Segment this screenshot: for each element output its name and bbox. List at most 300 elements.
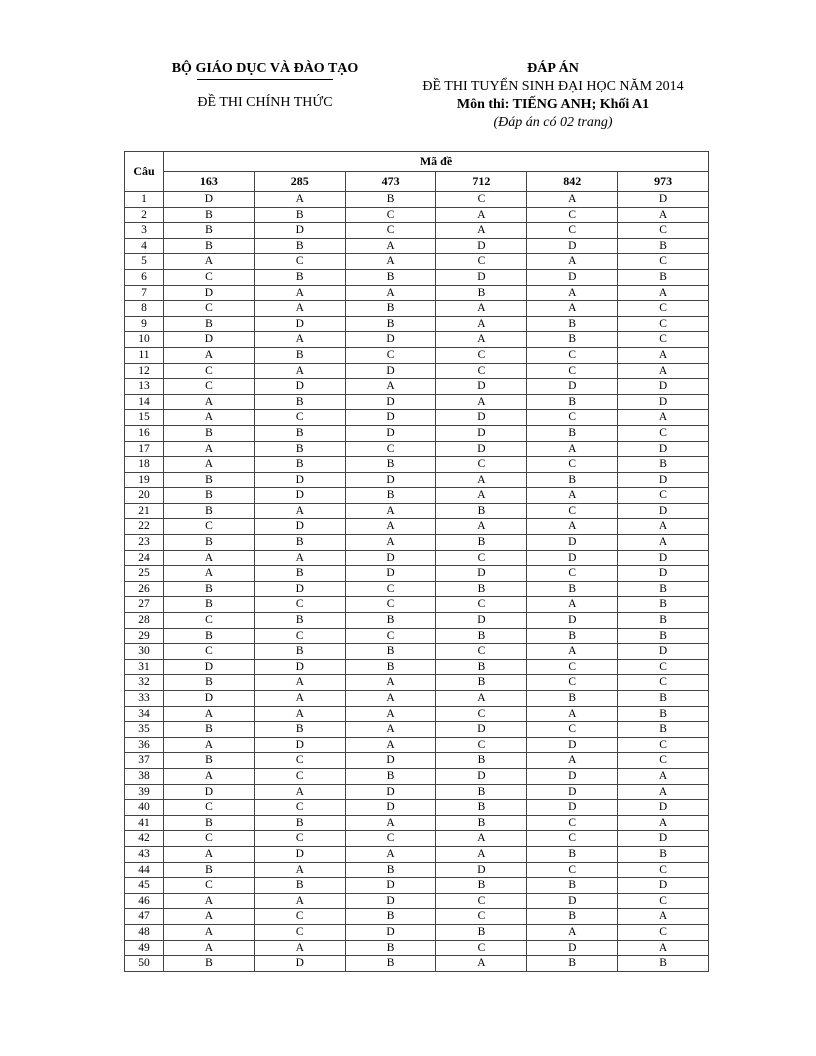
exam-code-842: 842 <box>527 172 618 192</box>
answer-cell: B <box>345 956 436 972</box>
answer-cell: C <box>618 316 709 332</box>
answer-cell: B <box>164 238 255 254</box>
question-number: 29 <box>125 628 164 644</box>
answer-cell: A <box>254 893 345 909</box>
answer-cell: D <box>254 956 345 972</box>
answer-cell: A <box>436 846 527 862</box>
answer-cell: D <box>527 768 618 784</box>
answer-cell: B <box>254 425 345 441</box>
table-row <box>125 753 709 769</box>
question-number: 33 <box>125 691 164 707</box>
question-number: 23 <box>125 535 164 551</box>
question-number: 41 <box>125 815 164 831</box>
answer-cell: A <box>527 706 618 722</box>
table-row <box>125 285 709 301</box>
question-number: 31 <box>125 659 164 675</box>
answer-cell: C <box>164 800 255 816</box>
answer-cell: C <box>254 800 345 816</box>
question-number: 46 <box>125 893 164 909</box>
answer-cell: A <box>254 550 345 566</box>
answer-cell: B <box>254 238 345 254</box>
question-number: 30 <box>125 644 164 660</box>
answer-cell: A <box>345 737 436 753</box>
answer-cell: D <box>254 581 345 597</box>
answer-cell: A <box>436 394 527 410</box>
answer-cell: C <box>527 457 618 473</box>
answer-cell: A <box>164 940 255 956</box>
answer-cell: A <box>254 862 345 878</box>
exam-code-712: 712 <box>436 172 527 192</box>
table-header-row <box>125 152 709 172</box>
answer-cell: C <box>618 753 709 769</box>
answer-cell: B <box>164 581 255 597</box>
answer-cell: A <box>254 192 345 208</box>
table-row <box>125 223 709 239</box>
answer-cell: A <box>527 753 618 769</box>
answer-cell: B <box>527 316 618 332</box>
answer-cell: A <box>254 940 345 956</box>
table-row <box>125 846 709 862</box>
answer-cell: C <box>436 706 527 722</box>
answer-cell: B <box>618 691 709 707</box>
table-row <box>125 363 709 379</box>
answer-cell: D <box>345 550 436 566</box>
answer-cell: A <box>164 254 255 270</box>
answer-cell: A <box>618 909 709 925</box>
table-row <box>125 379 709 395</box>
question-number: 24 <box>125 550 164 566</box>
answer-cell: B <box>527 581 618 597</box>
answer-cell: A <box>254 332 345 348</box>
answer-cell: A <box>527 488 618 504</box>
answer-cell: D <box>618 441 709 457</box>
answer-cell: D <box>527 269 618 285</box>
answer-cell: B <box>436 815 527 831</box>
table-row <box>125 207 709 223</box>
answer-cell: D <box>527 613 618 629</box>
table-row <box>125 254 709 270</box>
answer-cell: C <box>618 862 709 878</box>
answer-cell: C <box>164 519 255 535</box>
answer-cell: B <box>345 644 436 660</box>
answer-cell: B <box>527 425 618 441</box>
table-row <box>125 691 709 707</box>
answer-cell: D <box>618 394 709 410</box>
answer-cell: B <box>345 768 436 784</box>
question-number: 22 <box>125 519 164 535</box>
answer-cell: D <box>436 425 527 441</box>
answer-cell: A <box>164 394 255 410</box>
answer-cell: B <box>164 503 255 519</box>
answer-cell: D <box>436 441 527 457</box>
question-number: 7 <box>125 285 164 301</box>
table-row <box>125 815 709 831</box>
answer-cell: A <box>436 519 527 535</box>
answer-cell: D <box>527 535 618 551</box>
answer-cell: A <box>345 846 436 862</box>
answer-cell: D <box>527 784 618 800</box>
answer-cell: C <box>345 223 436 239</box>
question-number: 3 <box>125 223 164 239</box>
answer-cell: D <box>254 737 345 753</box>
answer-cell: B <box>436 753 527 769</box>
answer-cell: D <box>345 878 436 894</box>
table-row <box>125 613 709 629</box>
answer-cell: C <box>345 831 436 847</box>
header-left <box>130 60 400 112</box>
answer-cell: B <box>164 753 255 769</box>
answer-cell: B <box>436 628 527 644</box>
table-row <box>125 722 709 738</box>
answer-cell: D <box>436 269 527 285</box>
table-row <box>125 472 709 488</box>
answer-cell: C <box>618 425 709 441</box>
answer-cell: D <box>254 472 345 488</box>
answer-cell: C <box>345 581 436 597</box>
answer-cell: D <box>618 503 709 519</box>
answer-cell: C <box>345 441 436 457</box>
answer-cell: B <box>254 394 345 410</box>
answer-cell: D <box>527 893 618 909</box>
table-row <box>125 238 709 254</box>
answer-cell: A <box>345 675 436 691</box>
question-number: 10 <box>125 332 164 348</box>
table-row <box>125 940 709 956</box>
answer-cell: C <box>436 940 527 956</box>
answer-cell: A <box>618 768 709 784</box>
answer-cell: D <box>345 893 436 909</box>
question-number: 35 <box>125 722 164 738</box>
table-row <box>125 332 709 348</box>
answer-cell: A <box>436 316 527 332</box>
answer-cell: A <box>164 768 255 784</box>
answer-cell: C <box>436 192 527 208</box>
answer-cell: B <box>164 675 255 691</box>
answer-cell: C <box>164 379 255 395</box>
question-number: 37 <box>125 753 164 769</box>
answer-cell: B <box>527 472 618 488</box>
answer-cell: C <box>254 831 345 847</box>
answer-cell: D <box>345 332 436 348</box>
question-number: 43 <box>125 846 164 862</box>
exam-code-285: 285 <box>254 172 345 192</box>
answer-cell: A <box>254 691 345 707</box>
answer-cell: A <box>436 831 527 847</box>
question-number: 9 <box>125 316 164 332</box>
answer-cell: A <box>527 254 618 270</box>
answer-cell: B <box>436 503 527 519</box>
answer-cell: A <box>618 519 709 535</box>
answer-cell: C <box>527 223 618 239</box>
table-row <box>125 566 709 582</box>
answer-cell: B <box>254 613 345 629</box>
answer-cell: A <box>618 363 709 379</box>
exam-code-973: 973 <box>618 172 709 192</box>
answer-cell: D <box>254 659 345 675</box>
answer-cell: B <box>164 223 255 239</box>
answer-cell: C <box>254 628 345 644</box>
answer-cell: C <box>436 363 527 379</box>
exam-name: ĐỀ THI TUYỂN SINH ĐẠI HỌC NĂM 2014 <box>422 79 684 94</box>
answer-cell: D <box>618 644 709 660</box>
answer-cell: C <box>618 924 709 940</box>
answer-cell: C <box>527 862 618 878</box>
answer-cell: B <box>436 285 527 301</box>
page-count-note: (Đáp án có 02 trang) <box>493 115 613 130</box>
table-row <box>125 425 709 441</box>
exam-code-header: Mã đề <box>164 152 709 172</box>
answer-cell: B <box>345 909 436 925</box>
answer-cell: A <box>436 691 527 707</box>
answer-cell: C <box>164 613 255 629</box>
answer-table-body <box>125 192 709 972</box>
table-row <box>125 862 709 878</box>
answer-cell: D <box>345 566 436 582</box>
answer-cell: D <box>164 192 255 208</box>
table-row <box>125 457 709 473</box>
answer-cell: B <box>254 441 345 457</box>
answer-cell: B <box>436 659 527 675</box>
answer-cell: B <box>164 472 255 488</box>
answer-cell: B <box>254 457 345 473</box>
answer-cell: D <box>345 363 436 379</box>
answer-cell: A <box>345 722 436 738</box>
answer-cell: D <box>345 425 436 441</box>
answer-cell: B <box>164 207 255 223</box>
answer-cell: B <box>164 722 255 738</box>
answer-cell: D <box>618 472 709 488</box>
exam-codes-row <box>125 172 709 192</box>
answer-cell: A <box>164 846 255 862</box>
answer-cell: B <box>618 457 709 473</box>
answer-cell: D <box>164 285 255 301</box>
question-number: 16 <box>125 425 164 441</box>
answer-cell: C <box>527 347 618 363</box>
question-number: 12 <box>125 363 164 379</box>
question-number: 2 <box>125 207 164 223</box>
answer-cell: C <box>164 269 255 285</box>
answer-cell: B <box>618 613 709 629</box>
answer-cell: B <box>164 316 255 332</box>
answer-cell: A <box>618 940 709 956</box>
answer-cell: D <box>527 379 618 395</box>
question-number: 50 <box>125 956 164 972</box>
answer-cell: A <box>254 503 345 519</box>
answer-cell: D <box>436 722 527 738</box>
exam-code-473: 473 <box>345 172 436 192</box>
answer-cell: A <box>164 566 255 582</box>
table-row <box>125 581 709 597</box>
answer-cell: D <box>345 924 436 940</box>
answer-cell: A <box>618 535 709 551</box>
answer-cell: C <box>527 566 618 582</box>
answer-cell: D <box>345 394 436 410</box>
answer-cell: C <box>436 893 527 909</box>
answer-cell: D <box>436 379 527 395</box>
answer-cell: B <box>164 488 255 504</box>
table-row <box>125 831 709 847</box>
answer-cell: A <box>527 644 618 660</box>
answer-cell: B <box>527 332 618 348</box>
table-row <box>125 535 709 551</box>
answer-cell: A <box>164 347 255 363</box>
answer-cell: B <box>254 815 345 831</box>
answer-cell: A <box>436 332 527 348</box>
answer-cell: D <box>527 737 618 753</box>
answer-cell: D <box>527 238 618 254</box>
table-row <box>125 550 709 566</box>
answer-cell: C <box>618 488 709 504</box>
table-row <box>125 737 709 753</box>
answer-cell: C <box>618 675 709 691</box>
answer-cell: D <box>527 550 618 566</box>
answer-cell: B <box>618 706 709 722</box>
answer-cell: C <box>527 831 618 847</box>
question-number: 34 <box>125 706 164 722</box>
question-number: 27 <box>125 597 164 613</box>
answer-cell: B <box>527 909 618 925</box>
answer-cell: D <box>436 862 527 878</box>
answer-cell: C <box>164 878 255 894</box>
answer-cell: D <box>436 768 527 784</box>
answer-cell: D <box>254 223 345 239</box>
answer-cell: D <box>618 831 709 847</box>
answer-cell: A <box>345 285 436 301</box>
answer-cell: C <box>254 753 345 769</box>
question-number: 21 <box>125 503 164 519</box>
answer-cell: C <box>618 893 709 909</box>
answer-cell: D <box>618 192 709 208</box>
table-row <box>125 503 709 519</box>
answer-cell: B <box>254 878 345 894</box>
answer-cell: B <box>345 269 436 285</box>
answer-cell: A <box>345 519 436 535</box>
answer-cell: D <box>254 316 345 332</box>
answer-cell: A <box>345 815 436 831</box>
ministry-underline <box>197 79 333 80</box>
answer-cell: C <box>527 410 618 426</box>
answer-cell: B <box>345 192 436 208</box>
question-number: 17 <box>125 441 164 457</box>
answer-cell: C <box>527 363 618 379</box>
question-number: 15 <box>125 410 164 426</box>
exam-code-163: 163 <box>164 172 255 192</box>
answer-cell: C <box>254 924 345 940</box>
answer-cell: C <box>527 675 618 691</box>
question-number: 36 <box>125 737 164 753</box>
question-number: 1 <box>125 192 164 208</box>
answer-cell: B <box>527 878 618 894</box>
answer-cell: C <box>436 457 527 473</box>
question-number: 11 <box>125 347 164 363</box>
answer-cell: C <box>436 597 527 613</box>
answer-cell: D <box>618 878 709 894</box>
answer-cell: A <box>345 238 436 254</box>
answer-cell: B <box>254 644 345 660</box>
answer-cell: C <box>345 628 436 644</box>
answer-cell: A <box>436 301 527 317</box>
answer-cell: C <box>436 737 527 753</box>
answer-cell: C <box>618 254 709 270</box>
question-number: 8 <box>125 301 164 317</box>
answer-cell: B <box>436 800 527 816</box>
answer-cell: A <box>164 706 255 722</box>
answer-cell: C <box>618 737 709 753</box>
question-number: 5 <box>125 254 164 270</box>
answer-cell: A <box>527 924 618 940</box>
answer-cell: A <box>345 503 436 519</box>
table-row <box>125 878 709 894</box>
answer-cell: B <box>345 940 436 956</box>
answer-cell: D <box>254 379 345 395</box>
answer-cell: C <box>618 332 709 348</box>
question-number: 38 <box>125 768 164 784</box>
answer-cell: A <box>618 285 709 301</box>
table-row <box>125 441 709 457</box>
answer-cell: B <box>164 535 255 551</box>
answer-cell: B <box>618 581 709 597</box>
question-number: 13 <box>125 379 164 395</box>
answer-cell: C <box>527 815 618 831</box>
answer-cell: D <box>618 566 709 582</box>
question-number: 14 <box>125 394 164 410</box>
answer-cell: A <box>254 675 345 691</box>
answer-cell: D <box>254 846 345 862</box>
answer-cell: A <box>527 519 618 535</box>
table-row <box>125 909 709 925</box>
answer-cell: A <box>254 784 345 800</box>
table-row <box>125 893 709 909</box>
answer-cell: C <box>164 644 255 660</box>
question-number: 48 <box>125 924 164 940</box>
answer-cell: C <box>436 550 527 566</box>
answer-cell: A <box>164 737 255 753</box>
answer-cell: A <box>345 706 436 722</box>
answer-cell: A <box>618 410 709 426</box>
answer-cell: C <box>345 597 436 613</box>
answer-cell: A <box>345 379 436 395</box>
answer-cell: D <box>436 613 527 629</box>
question-number: 6 <box>125 269 164 285</box>
table-row <box>125 956 709 972</box>
question-number: 25 <box>125 566 164 582</box>
answer-cell: A <box>527 301 618 317</box>
answer-cell: B <box>345 457 436 473</box>
answer-cell: B <box>345 659 436 675</box>
answer-cell: B <box>436 675 527 691</box>
official-exam-label: ĐỀ THI CHÍNH THỨC <box>197 95 333 110</box>
table-row <box>125 706 709 722</box>
question-number: 4 <box>125 238 164 254</box>
answer-cell: B <box>254 207 345 223</box>
answer-cell: B <box>254 535 345 551</box>
answer-cell: B <box>345 301 436 317</box>
question-number: 47 <box>125 909 164 925</box>
answer-cell: A <box>345 535 436 551</box>
answer-cell: D <box>254 488 345 504</box>
answer-cell: B <box>254 269 345 285</box>
answer-cell: D <box>345 410 436 426</box>
header-right <box>398 60 708 132</box>
answer-cell: C <box>527 722 618 738</box>
answer-cell: A <box>164 441 255 457</box>
answer-cell: C <box>345 347 436 363</box>
answer-cell: B <box>436 784 527 800</box>
answer-cell: B <box>618 722 709 738</box>
question-number: 42 <box>125 831 164 847</box>
question-number: 28 <box>125 613 164 629</box>
answer-cell: B <box>618 846 709 862</box>
